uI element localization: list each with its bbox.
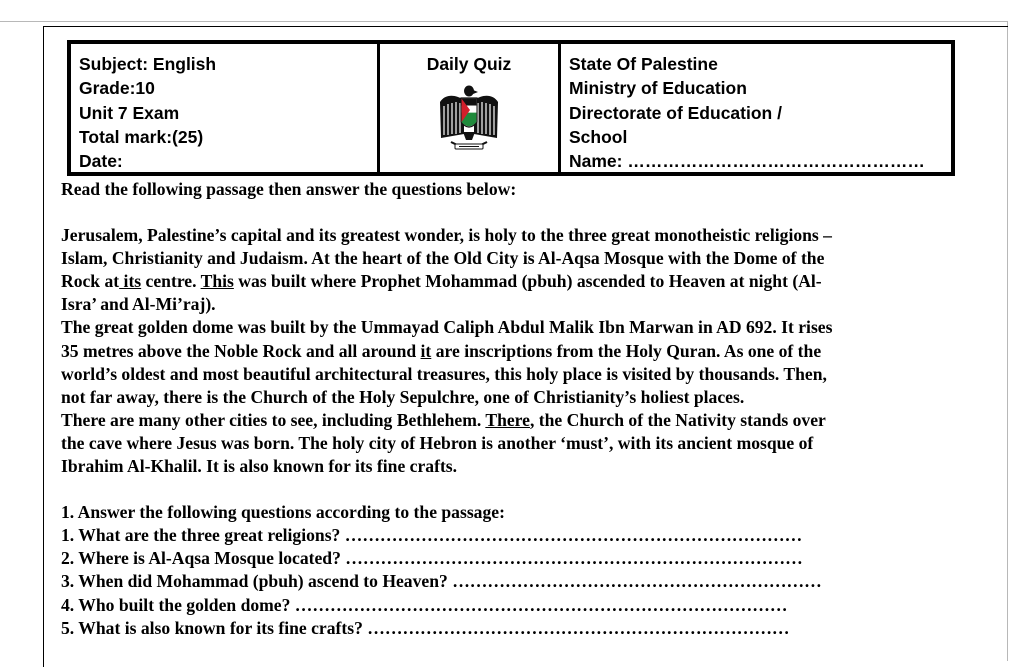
passage-line: the cave where Jesus was born. The holy city of Hebron is another ‘must’, with its ancient mosque of: [61, 432, 814, 453]
underlined-word-there: There: [485, 409, 530, 430]
page-edge-top: [0, 21, 1008, 22]
subject-label: Subject: English: [79, 54, 217, 74]
passage-line: Ibrahim Al-Khalil. It is also known for its fine crafts.: [61, 456, 458, 477]
exam-header-table: [67, 40, 955, 176]
ministry-label: Ministry of Education: [569, 78, 747, 99]
questions-heading: 1. Answer the following questions according to the passage:: [61, 502, 505, 523]
passage-line: 35 metres above the Noble Rock and all around it are inscriptions from the Holy Quran. As one of the: [61, 340, 822, 361]
exam-body: [61, 178, 961, 640]
passage-paragraph-3: [61, 409, 961, 478]
underlined-word-its: its: [119, 271, 142, 292]
passage-line: not far away, there is the Church of the Holy Sepulchre, one of Christianity’s holiest places.: [61, 386, 745, 407]
question-item: 2. Where is Al-Aqsa Mosque located? ……………………………………………………………………: [61, 548, 803, 569]
instruction-text: Read the following passage then answer the questions below:: [61, 179, 517, 199]
question-item: 4. Who built the golden dome? …………………………………………………………………………: [61, 594, 788, 615]
passage-line: The great golden dome was built by the Ummayad Caliph Abdul Malik Ibn Marwan in AD 692. It rises: [61, 317, 833, 338]
underlined-word-it: it: [420, 340, 432, 361]
directorate-label: Directorate of Education /: [569, 102, 782, 123]
palestine-eagle-emblem-icon: [437, 82, 501, 156]
name-field: Name: ……………………………………………: [569, 151, 925, 172]
question-item: 1. What are the three great religions? ……………………………………………………………………: [61, 525, 803, 546]
passage-paragraph-1: [61, 224, 961, 316]
passage-line: world’s oldest and most beautiful architectural treasures, this holy place is visited by thousands. Then,: [61, 363, 827, 384]
passage-line: Jerusalem, Palestine’s capital and its greatest wonder, is holy to the three great monotheistic religions –: [61, 225, 832, 246]
questions-section: [61, 501, 961, 640]
state-label: State Of Palestine: [569, 54, 718, 74]
question-item: 5. What is also known for its fine crafts? ………………………………………………………………: [61, 617, 790, 638]
header-right-cell: [561, 44, 951, 172]
header-middle-cell: [380, 44, 561, 172]
passage-paragraph-2: [61, 316, 961, 408]
grade-label: Grade:10: [79, 78, 155, 99]
underlined-word-this: This: [200, 271, 234, 292]
quiz-title: Daily Quiz: [426, 54, 512, 74]
school-label: School: [569, 126, 628, 147]
question-item: 3. When did Mohammad (pbuh) ascend to Heaven? ………………………………………………………: [61, 571, 822, 592]
total-mark-label: Total mark:(25): [79, 126, 204, 147]
passage-line: Islam, Christianity and Judaism. At the heart of the Old City is Al-Aqsa Mosque with the Dome of the: [61, 248, 825, 269]
passage-line: Rock at its centre. This was built where Prophet Mohammad (pbuh) ascended to Heaven at night (Al-: [61, 271, 822, 292]
header-left-cell: [71, 44, 380, 172]
passage-line: There are many other cities to see, including Bethlehem. There, the Church of the Nativity stands over: [61, 409, 826, 430]
date-label: Date:: [79, 151, 123, 172]
passage-line: Isra’ and Al-Mi’raj).: [61, 294, 216, 315]
unit-label: Unit 7 Exam: [79, 102, 180, 123]
